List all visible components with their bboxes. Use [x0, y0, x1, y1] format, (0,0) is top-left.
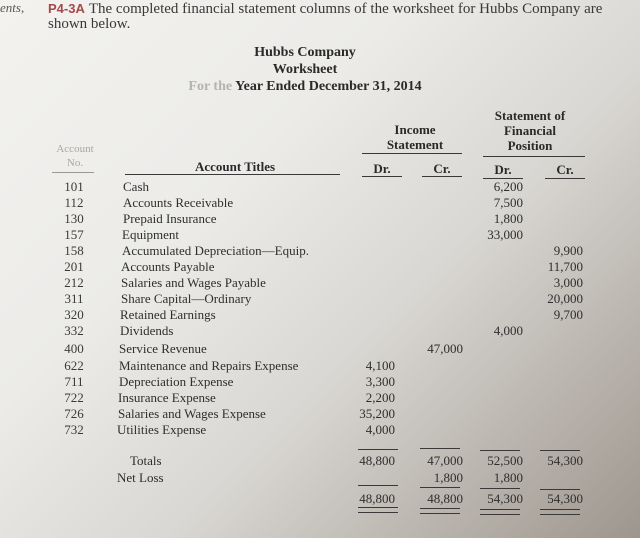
worksheet-row — [0, 275, 640, 290]
worksheet-title: Worksheet — [272, 62, 338, 77]
sfp-dr-header: Dr. — [494, 162, 512, 177]
net-loss-row — [0, 470, 640, 485]
company-name: Hubbs Company — [254, 45, 356, 60]
account-number: 158 — [64, 243, 84, 258]
final-is-cr: 48,800 — [427, 491, 463, 506]
margin-note: ents, — [0, 0, 25, 15]
final-sfp-dr: 54,300 — [487, 491, 523, 506]
problem-id: P4-3A — [48, 1, 85, 16]
account-title: Accounts Payable — [121, 259, 215, 274]
account-number: 711 — [64, 374, 84, 389]
account-title: Retained Earnings — [120, 307, 216, 322]
net-loss-is-cr: 1,800 — [433, 470, 463, 485]
sfp-header-line3: Position — [507, 138, 553, 153]
income-statement-rule — [362, 153, 462, 154]
amount-sfp-dr: 7,500 — [493, 195, 523, 210]
is-dr-double-rule — [358, 507, 398, 513]
account-titles-rule — [125, 174, 340, 175]
amount-sfp-cr: 20,000 — [547, 291, 583, 306]
amount-is-dr: 2,200 — [365, 390, 395, 405]
worksheet-row — [0, 406, 640, 421]
account-title: Salaries and Wages Expense — [118, 406, 266, 421]
amount-sfp-cr: 9,700 — [553, 307, 583, 322]
amount-is-dr: 4,100 — [365, 358, 395, 373]
account-no-header: No. — [66, 157, 84, 169]
worksheet-row — [0, 323, 640, 338]
account-title: Accounts Receivable — [123, 195, 234, 210]
account-title: Equipment — [122, 227, 180, 242]
sfp-dr-subtotal-rule — [480, 450, 520, 451]
sfp-cr-header: Cr. — [556, 162, 574, 177]
final-totals-row — [0, 491, 640, 506]
worksheet-row — [0, 227, 640, 242]
account-title: Cash — [123, 179, 149, 194]
is-cr-final-rule — [420, 487, 460, 488]
worksheet-row — [0, 195, 640, 210]
final-is-dr: 48,800 — [359, 491, 395, 506]
totals-row — [0, 453, 640, 468]
sfp-cr-double-rule — [540, 509, 580, 515]
sfp-cr-final-rule — [540, 489, 580, 490]
sfp-header-line2: Financial — [503, 123, 556, 138]
account-number: 201 — [64, 259, 84, 274]
worksheet-row — [0, 422, 640, 437]
period-line — [150, 79, 460, 95]
worksheet-row — [0, 291, 640, 306]
account-number: 101 — [64, 179, 84, 194]
account-title: Share Capital—Ordinary — [121, 291, 252, 306]
is-dr-header: Dr. — [373, 161, 391, 176]
account-title: Service Revenue — [119, 341, 207, 356]
worksheet-row — [0, 211, 640, 226]
sfp-rule — [483, 156, 585, 157]
account-number: 130 — [64, 211, 84, 226]
account-title: Maintenance and Repairs Expense — [119, 358, 299, 373]
account-title: Dividends — [120, 323, 174, 338]
is-cr-header: Cr. — [433, 161, 451, 176]
amount-sfp-dr: 33,000 — [487, 227, 523, 242]
amount-sfp-cr: 3,000 — [553, 275, 583, 290]
account-number: 212 — [64, 275, 84, 290]
amount-sfp-cr: 11,700 — [547, 259, 583, 274]
net-loss-label: Net Loss — [117, 470, 164, 485]
account-title: Depreciation Expense — [119, 374, 234, 389]
period-prefix: For the — [188, 79, 233, 94]
account-title: Accumulated Depreciation—Equip. — [122, 243, 309, 258]
totals-sfp-cr: 54,300 — [547, 453, 583, 468]
period-rest: Year Ended December 31, 2014 — [232, 79, 422, 94]
sfp-header — [480, 108, 580, 153]
problem-text: The completed financial statement columns of the worksheet for Hubbs Company are shown below. — [48, 1, 603, 32]
account-number: 622 — [64, 358, 84, 373]
worksheet-row — [0, 374, 640, 389]
account-number: 320 — [64, 307, 84, 322]
final-sfp-cr: 54,300 — [547, 491, 583, 506]
totals-is-cr: 47,000 — [427, 453, 463, 468]
worksheet-row — [0, 307, 640, 322]
amount-is-cr: 47,000 — [427, 341, 463, 356]
account-number: 722 — [64, 390, 84, 405]
account-number: 112 — [64, 195, 84, 210]
is-cr-subtotal-rule — [420, 448, 460, 449]
account-no-rule — [52, 172, 94, 173]
sfp-dr-final-rule — [480, 488, 520, 489]
account-title: Prepaid Insurance — [123, 211, 217, 226]
income-statement-header: Income Statement — [386, 122, 444, 152]
worksheet-row — [0, 179, 640, 194]
account-title: Insurance Expense — [118, 390, 216, 405]
amount-is-dr: 3,300 — [365, 374, 395, 389]
account-number: 332 — [64, 323, 84, 338]
net-loss-sfp-dr: 1,800 — [493, 470, 523, 485]
amount-sfp-dr: 6,200 — [493, 179, 523, 194]
sfp-dr-double-rule — [480, 509, 520, 515]
account-number: 157 — [64, 227, 84, 242]
account-no-header-top: Account — [56, 143, 94, 155]
account-number: 732 — [64, 422, 84, 437]
account-number: 726 — [64, 406, 84, 421]
is-cr-rule — [422, 176, 462, 177]
sfp-header-line1: Statement of — [494, 108, 566, 123]
amount-is-dr: 35,200 — [359, 406, 395, 421]
amount-sfp-dr: 1,800 — [493, 211, 523, 226]
is-dr-final-rule — [358, 485, 398, 486]
totals-is-dr: 48,800 — [359, 453, 395, 468]
worksheet-row — [0, 243, 640, 258]
amount-sfp-dr: 4,000 — [493, 323, 523, 338]
account-title: Salaries and Wages Payable — [121, 275, 266, 290]
is-cr-double-rule — [420, 508, 460, 514]
is-dr-rule — [362, 176, 402, 177]
worksheet-row — [0, 358, 640, 373]
is-dr-subtotal-rule — [358, 449, 398, 450]
totals-label: Totals — [130, 453, 162, 468]
amount-is-dr: 4,000 — [365, 422, 395, 437]
worksheet-row — [0, 259, 640, 274]
account-number: 400 — [64, 341, 84, 356]
sfp-cr-subtotal-rule — [540, 450, 580, 451]
account-number: 311 — [64, 291, 84, 306]
worksheet-row — [0, 341, 640, 356]
problem-statement — [48, 1, 628, 32]
worksheet-row — [0, 390, 640, 405]
account-titles-header: Account Titles — [194, 159, 276, 174]
amount-sfp-cr: 9,900 — [553, 243, 583, 258]
totals-sfp-dr: 52,500 — [487, 453, 523, 468]
account-title: Utilities Expense — [117, 422, 207, 437]
